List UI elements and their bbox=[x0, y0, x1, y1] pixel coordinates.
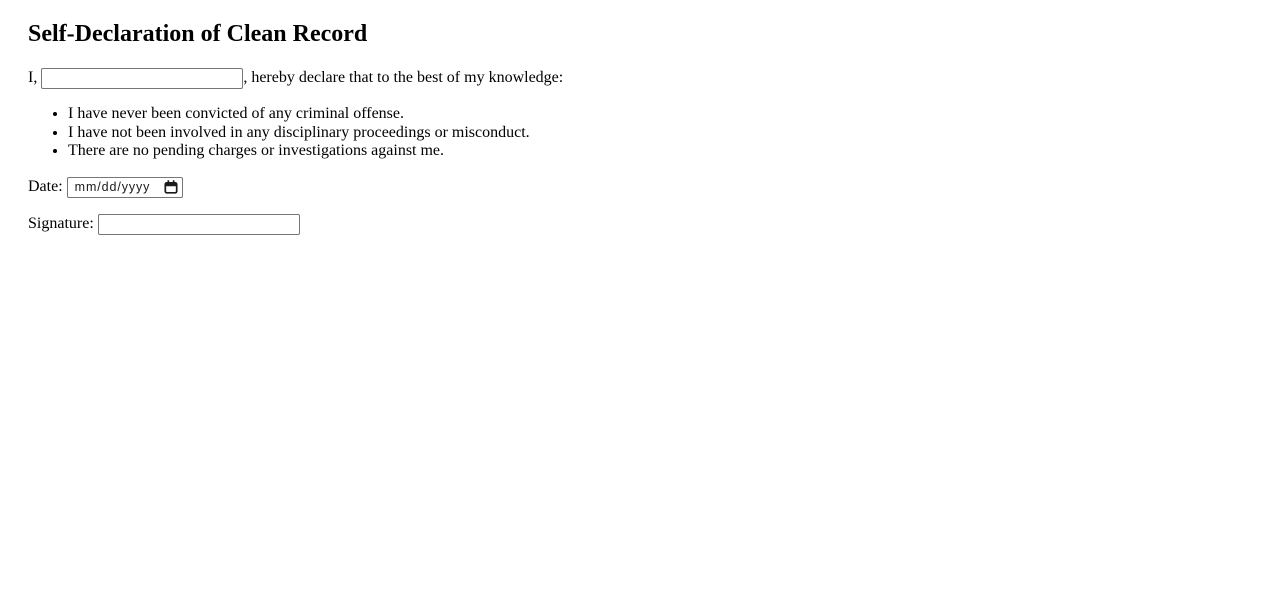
date-row bbox=[28, 177, 1250, 198]
list-item: • I have not been involved in any disciplinary proceedings or misconduct. bbox=[68, 124, 1250, 143]
declaration-suffix: , hereby declare that to the best of my knowledge: bbox=[243, 69, 564, 87]
statements-list bbox=[28, 105, 1250, 161]
name-input[interactable] bbox=[41, 68, 243, 89]
page-title: Self-Declaration of Clean Record bbox=[28, 21, 368, 47]
list-item: • I have never been convicted of any criminal offense. bbox=[68, 105, 1250, 124]
date-input[interactable] bbox=[67, 177, 183, 198]
date-placeholder: mm/dd/yyyy bbox=[74, 180, 151, 195]
signature-label: Signature: bbox=[28, 215, 94, 233]
signature-row bbox=[28, 214, 1250, 235]
date-label: Date: bbox=[28, 178, 63, 196]
declaration-sentence bbox=[28, 68, 1250, 89]
calendar-icon[interactable] bbox=[164, 180, 178, 194]
list-item: • There are no pending charges or investigations against me. bbox=[68, 142, 1250, 161]
signature-input[interactable] bbox=[98, 214, 300, 235]
declaration-prefix: I, bbox=[28, 69, 38, 87]
